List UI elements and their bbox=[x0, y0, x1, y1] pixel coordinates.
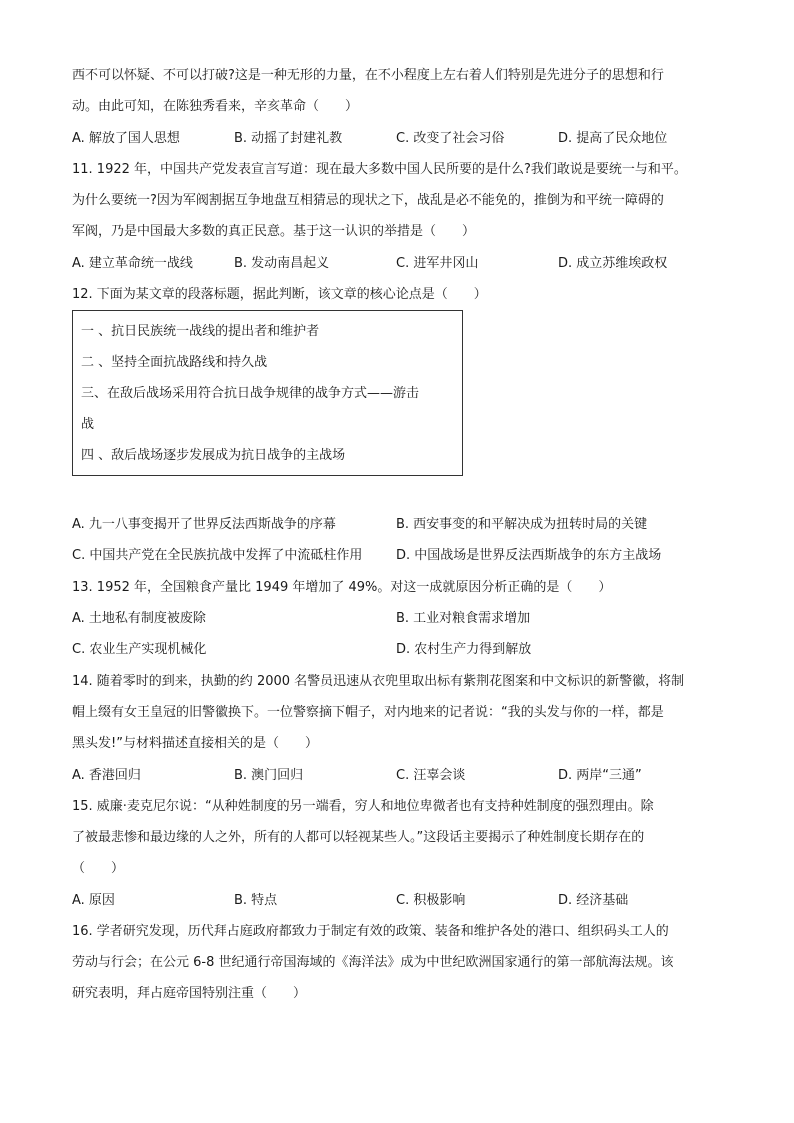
q15-option-d: D. 经济基础 bbox=[558, 893, 629, 908]
q13-option-c: C. 农业生产实现机械化 bbox=[72, 642, 207, 657]
q11-option-c: C. 进军井冈山 bbox=[396, 256, 479, 271]
q14-option-b: B. 澳门回归 bbox=[234, 768, 304, 783]
q13-option-b: B. 工业对粮食需求增加 bbox=[396, 611, 531, 626]
q10-option-d: D. 提高了民众地位 bbox=[558, 131, 668, 146]
q11-stem-line2: 为什么要统一?因为军阀割据互争地盘互相猜忌的现状之下，战乱是必不能免的，推倒为和平统一障碍的 bbox=[72, 193, 664, 208]
q11-stem-line3: 军阀，乃是中国最大多数的真正民意。基于这一认识的举措是（ ） bbox=[72, 224, 476, 239]
q10-option-b: B. 动摇了封建礼教 bbox=[234, 131, 343, 146]
q15-stem-line3: （ ） bbox=[72, 861, 125, 876]
q11-option-d: D. 成立苏维埃政权 bbox=[558, 256, 668, 271]
q12-box-line4: 战 bbox=[81, 417, 95, 432]
q14-stem-line3: 黑头发!”与材料描述直接相关的是（ ） bbox=[72, 736, 318, 751]
q11-option-b: B. 发动南昌起义 bbox=[234, 256, 330, 271]
q15-option-b: B. 特点 bbox=[234, 893, 278, 908]
q12-box-line5: 四 、敌后战场逐步发展成为抗日战争的主战场 bbox=[81, 448, 346, 463]
q14-option-c: C. 汪辜会谈 bbox=[396, 768, 466, 783]
q12-stem: 12. 下面为某文章的段落标题，据此判断，该文章的核心论点是（ ） bbox=[72, 287, 487, 302]
q10-stem-line2: 动。由此可知，在陈独秀看来，辛亥革命（ ） bbox=[72, 99, 359, 114]
q12-box-line3: 三、在敌后战场采用符合抗日战争规律的战争方式——游击 bbox=[81, 386, 420, 401]
q16-stem-line3: 研究表明，拜占庭帝国特别注重（ ） bbox=[72, 986, 307, 1001]
q13-option-d: D. 农村生产力得到解放 bbox=[396, 642, 532, 657]
q12-option-b: B. 西安事变的和平解决成为扭转时局的关键 bbox=[396, 517, 648, 532]
q14-stem-line2: 帽上缀有女王皇冠的旧警徽换下。一位警察摘下帽子，对内地来的记者说：“我的头发与你的一样，都是 bbox=[72, 705, 664, 720]
q13-stem: 13. 1952 年，全国粮食产量比 1949 年增加了 49%。对这一成就原因分析正确的是（ ） bbox=[72, 580, 612, 595]
q16-stem-line1: 16. 学者研究发现，历代拜占庭政府都致力于制定有效的政策、装备和维护各处的港口、组织码头工人的 bbox=[72, 924, 669, 939]
q15-option-a: A. 原因 bbox=[72, 893, 115, 908]
q12-material-box bbox=[72, 310, 463, 476]
q12-option-d: D. 中国战场是世界反法西斯战争的东方主战场 bbox=[396, 548, 662, 563]
q15-stem-line2: 了被最悲惨和最边缘的人之外，所有的人都可以轻视某些人。”这段话主要揭示了种姓制度长期存在的 bbox=[72, 830, 645, 845]
q11-stem-line1: 11. 1922 年，中国共产党发表宣言写道：现在最大多数中国人民所要的是什么?我们敢说是要统一与和平。 bbox=[72, 162, 687, 177]
q12-box-line2: 二 、坚持全面抗战路线和持久战 bbox=[81, 355, 268, 370]
q10-stem-line1: 西不可以怀疑、不可以打破?这是一种无形的力量，在不小程度上左右着人们特别是先进分子的思想和行 bbox=[72, 68, 664, 83]
q12-option-c: C. 中国共产党在全民族抗战中发挥了中流砥柱作用 bbox=[72, 548, 363, 563]
q10-option-c: C. 改变了社会习俗 bbox=[396, 131, 505, 146]
q12-option-a: A. 九一八事变揭开了世界反法西斯战争的序幕 bbox=[72, 517, 336, 532]
q15-stem-line1: 15. 威廉·麦克尼尔说：“从种姓制度的另一端看，穷人和地位卑微者也有支持种姓制度的强烈理由。除 bbox=[72, 799, 654, 814]
q13-option-a: A. 土地私有制度被废除 bbox=[72, 611, 206, 626]
q14-option-d: D. 两岸“三通” bbox=[558, 768, 642, 783]
q16-stem-line2: 劳动与行会；在公元 6-8 世纪通行帝国海域的《海洋法》成为中世纪欧洲国家通行的第一部航海法规。该 bbox=[72, 955, 674, 970]
q10-option-a: A. 解放了国人思想 bbox=[72, 131, 180, 146]
q15-option-c: C. 积极影响 bbox=[396, 893, 466, 908]
q12-box-line1: 一 、抗日民族统一战线的提出者和维护者 bbox=[81, 324, 320, 339]
q14-stem-line1: 14. 随着零时的到来，执勤的约 2000 名警员迅速从衣兜里取出标有紫荆花图案和中文标识的新警徽，将制 bbox=[72, 674, 685, 689]
q14-option-a: A. 香港回归 bbox=[72, 768, 141, 783]
q11-option-a: A. 建立革命统一战线 bbox=[72, 256, 193, 271]
